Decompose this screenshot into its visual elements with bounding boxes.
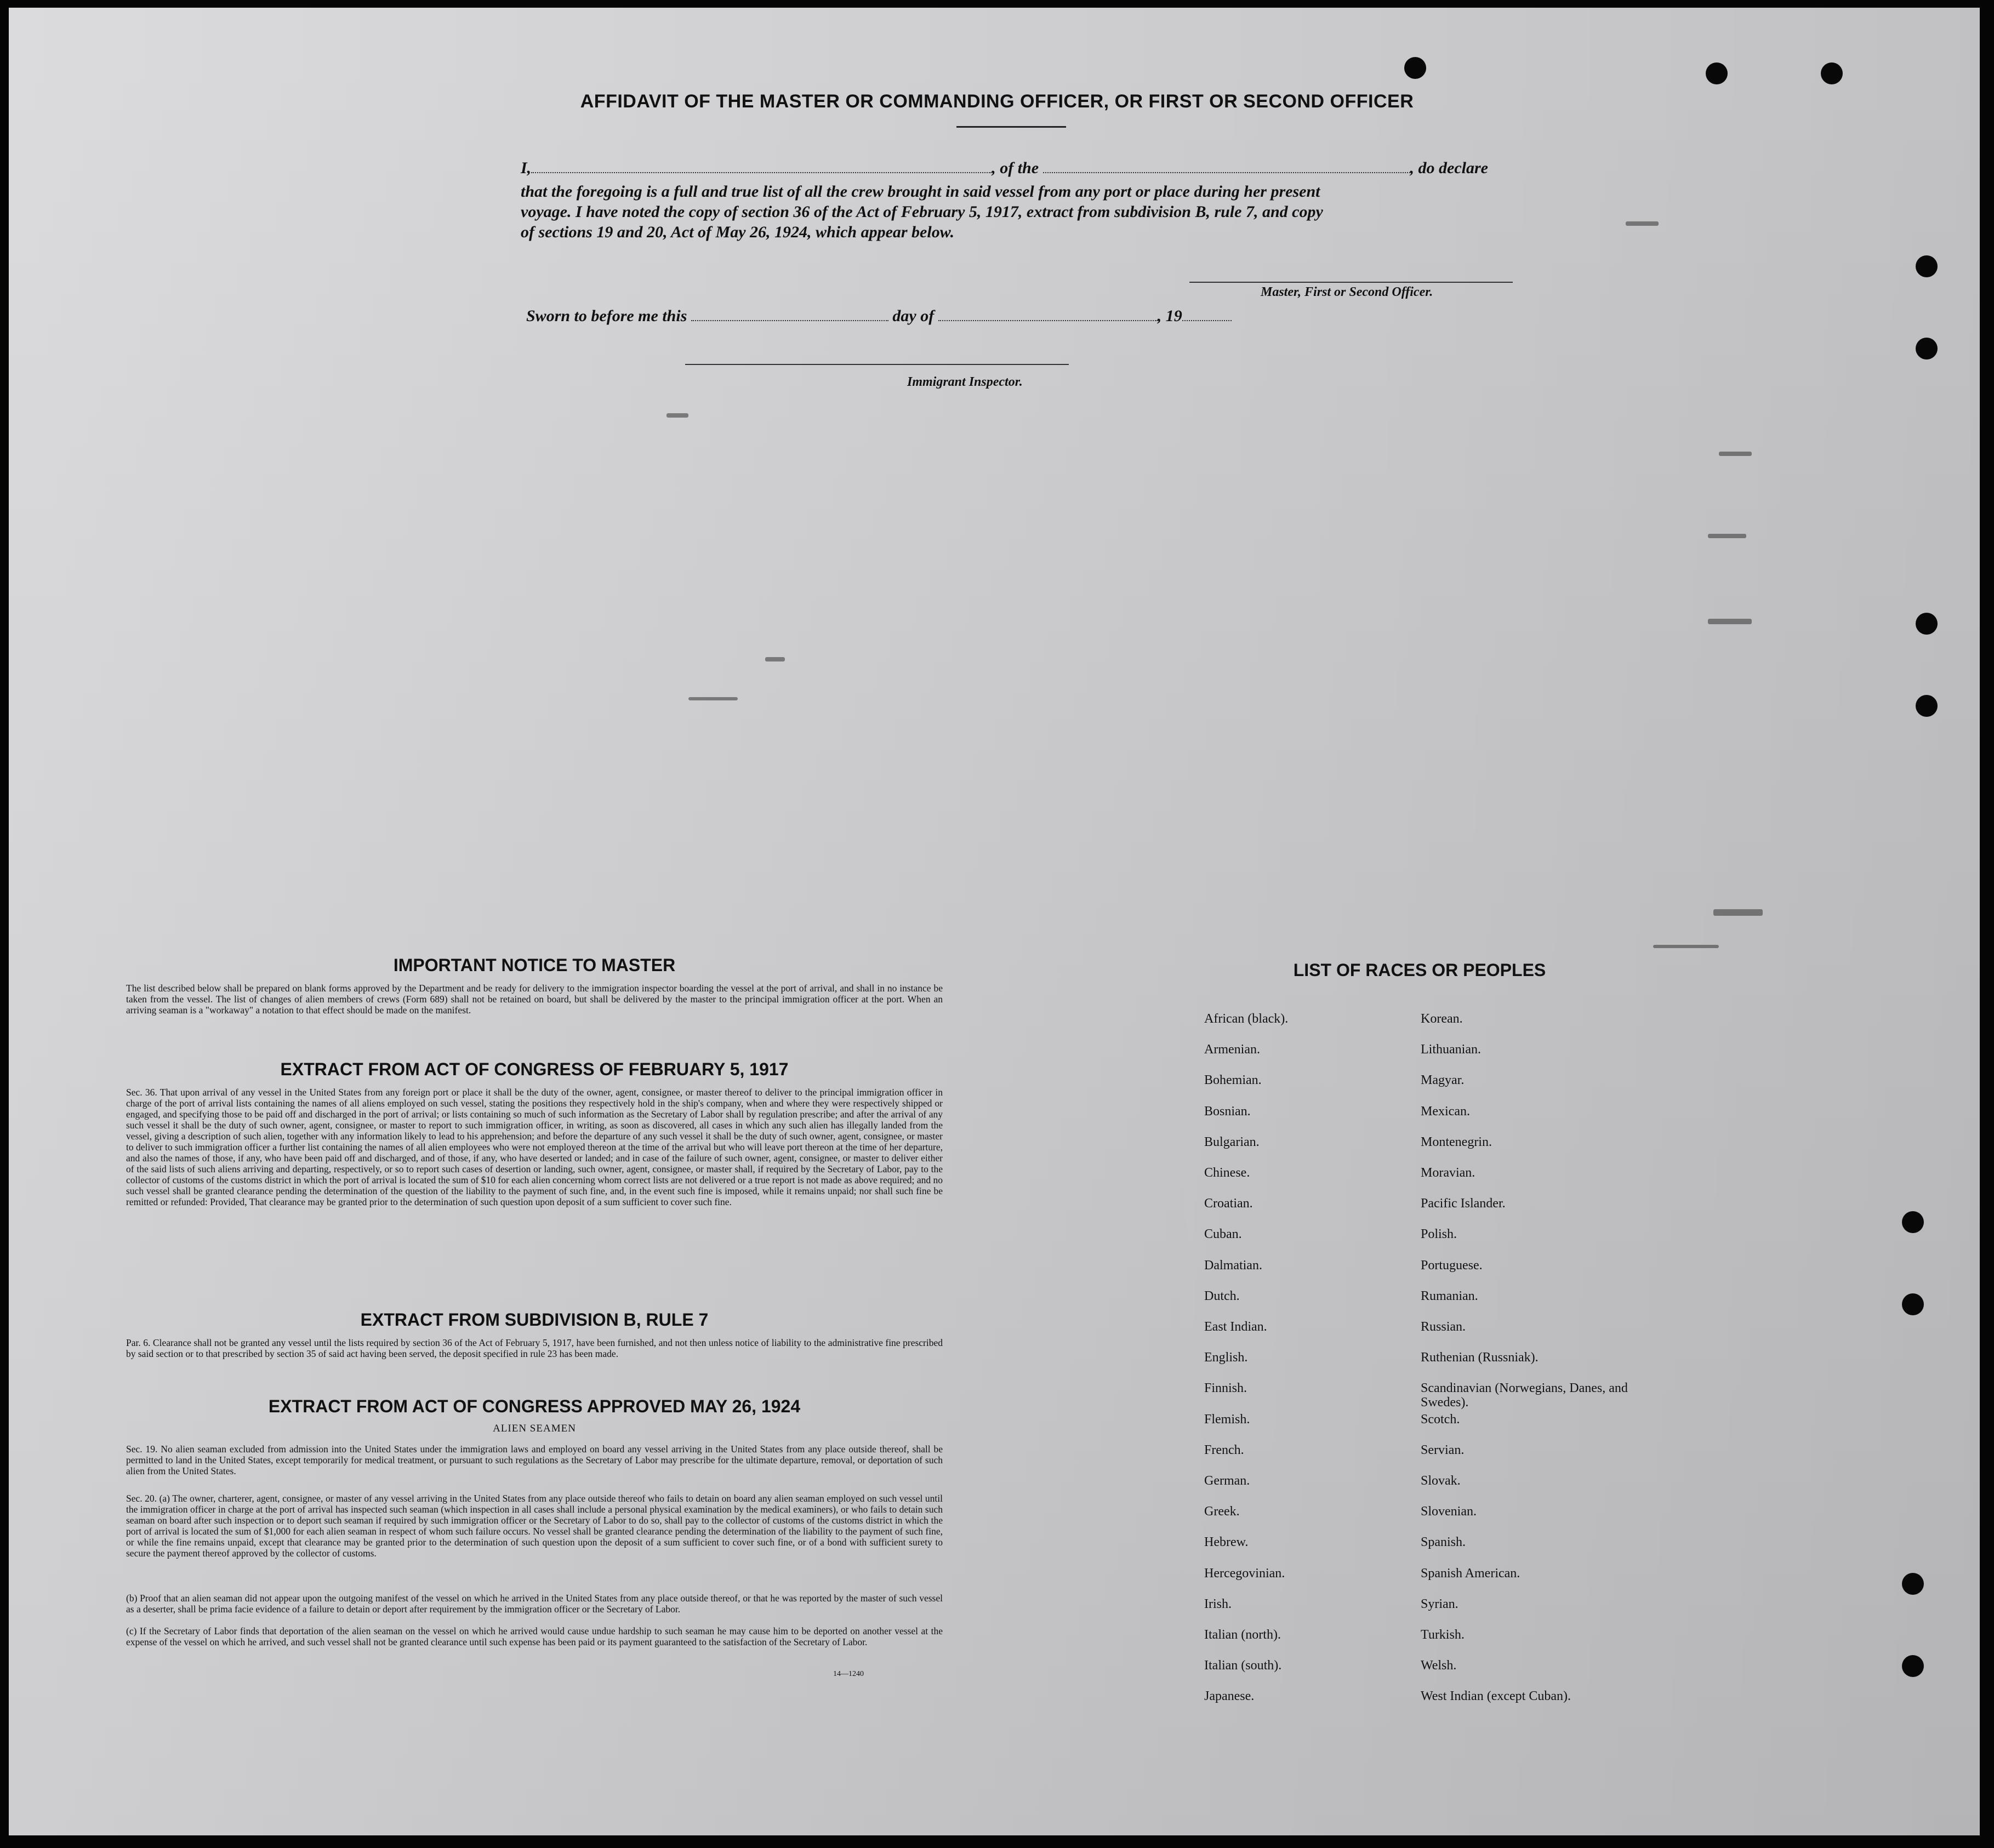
extract-rule7-title: EXTRACT FROM SUBDIVISION B, RULE 7 [360,1310,709,1330]
affidavit-of-the: , of the [992,159,1039,177]
inspector-signature-line [685,364,1069,365]
race-item: Dutch. [1204,1288,1240,1303]
race-item: Spanish American. [1421,1566,1520,1581]
affidavit-declare: , do declare [1410,159,1488,177]
race-item: Russian. [1421,1320,1466,1334]
race-item: Portuguese. [1421,1258,1483,1273]
race-item: Servian. [1421,1442,1465,1457]
race-item: Welsh. [1421,1658,1457,1673]
signature-line [1189,282,1513,283]
name-blank [531,172,992,173]
race-item: Armenian. [1204,1042,1260,1057]
race-item: Ruthenian (Russniak). [1421,1350,1539,1365]
race-item: German. [1204,1474,1250,1488]
race-item: Polish. [1421,1227,1457,1242]
race-item: Spanish. [1421,1535,1466,1550]
extract-1917-title: EXTRACT FROM ACT OF CONGRESS OF FEBRUARY 5, 1917 [280,1059,789,1079]
sworn-day-blank [691,320,888,321]
binder-hole [1916,255,1938,277]
race-item: Dalmatian. [1204,1258,1262,1273]
race-item: Turkish. [1421,1628,1465,1642]
binder-hole [1821,62,1843,84]
race-item: Bulgarian. [1204,1134,1260,1149]
race-item: Pacific Islander. [1421,1196,1506,1211]
race-item: Scandinavian (Norwegians, Danes, and Swedes). [1421,1381,1628,1410]
race-item: Chinese. [1204,1166,1250,1180]
sworn-year-label: , 19 [1157,307,1182,325]
extract-1924-sec20b: (b) Proof that an alien seaman did not appear upon the outgoing manifest of the vessel on which he arrived in the United States from any place outside thereof, or that he was reported by the master of such vessel as a deserter, shall be prima facie evidence of a failure to detain or deport after requirement by the immigration officer or the Secretary of Labor. [126,1593,943,1615]
race-item: West Indian (except Cuban). [1421,1689,1571,1704]
race-item: Irish. [1204,1596,1232,1611]
race-item: Cuban. [1204,1227,1242,1242]
vessel-blank [1043,172,1410,173]
notice-text: The list described below shall be prepared on blank forms approved by the Department and be ready for delivery to the immigration inspector boarding the vessel at the port of arrival, and shall in no instance be taken from the vessel. The list of changes of alien members of crews (Form 689) shall not be retained on board, but shall be delivered by the master to the principal immigration officer at the port. When an arriving seaman is a "workaway" a notation to that effect should be made on the manifest. [126,983,943,1016]
extract-1917-text: Sec. 36. That upon arrival of any vessel in the United States from any foreign port or place it shall be the duty of the owner, agent, consignee, or master thereof to deliver to the principal immigration officer in charge of the port of arrival lists containing the names of all aliens employed on such vessel, stating the positions they respectively hold in the ship's company, when and where they were respectively shipped or engaged, and specifying those to be paid off and discharged in the port of arrival; or lists containing so much of such information as the Secretary of Labor shall by regulation prescribe; and after the arrival of any such vessel it shall be the duty of such owner, agent, consignee, or master to report to such immigration officer, in writing, as soon as discovered, all cases in which any such alien has illegally landed from the vessel, giving a description of such alien, together with any information likely to lead to his apprehension; and before the departure of any such vessel it shall be the duty of such owner, agent, consignee, or master to deliver to such immigration officer a further list containing the names of all alien employees who were not employed thereon at the time of the arrival but who will leave port thereon at the time of her departure, and also the names of those, if any, who have been paid off and discharged, and of those, if any, who have deserted or landed; and in case of the failure of such owner, agent, consignee, or master to deliver either of the said lists of such aliens arriving and departing, respectively, or so to report such cases of desertion or landing, such owner, agent, consignee, or master shall, if required by the Secretary of Labor, pay to the collector of customs of the customs district in which the port of arrival is located the sum of $10 for each alien concerning whom correct lists are not delivered or a true report is not made as above required; and no such vessel shall be granted clearance pending the determination of the question of the liability to the payment of such fine, and, in the event such fine is imposed, while it remains unpaid; nor shall such fine be remitted or refunded: Provided, That clearance may be granted prior to the determination of such question upon deposit of a sum sufficient to cover such fine. [126,1087,943,1207]
race-item: Bohemian. [1204,1073,1262,1088]
inspector-label: Immigrant Inspector. [907,375,1023,389]
race-item: Italian (north). [1204,1628,1281,1642]
race-item: Syrian. [1421,1596,1459,1611]
race-item: Scotch. [1421,1412,1460,1427]
notice-title: IMPORTANT NOTICE TO MASTER [393,955,676,975]
signature-label: Master, First or Second Officer. [1261,285,1433,299]
race-item: Hercegovinian. [1204,1566,1285,1581]
race-item: English. [1204,1350,1248,1365]
binder-hole [1902,1573,1924,1595]
race-item: Italian (south). [1204,1658,1282,1673]
binder-hole [1706,62,1728,84]
extract-1924-sec20c: (c) If the Secretary of Labor finds that deportation of the alien seaman on the vessel on which he arrived would cause undue hardship to such seaman he may cause him to be deported on another vessel at the expense of the vessel on which he arrived, and such vessel shall not be granted clearance until such expense has been paid or its payment guaranteed to the satisfaction of the Secretary of Labor. [126,1625,943,1647]
race-item: Hebrew. [1204,1535,1249,1550]
extract-1924-sec20a: Sec. 20. (a) The owner, charterer, agent, consignee, or master of any vessel arriving in the United States from any place outside thereof who fails to detain on board any alien seaman employed on such vessel until the immigration officer in charge at the port of arrival has inspected such seaman (which inspection in all cases shall include a personal physical examination by the medical examiners), or who fails to detain such seaman on board after such inspection or to deport such seaman if required by such immigration officer or the Secretary of Labor to do so, shall pay to the collector of customs of the customs district in which the port of arrival is located the sum of $1,000 for each alien seaman in respect of whom such failure occurs. No vessel shall be granted clearance pending the determination of the liability to the payment of such fine, or while the fine remains unpaid, except that clearance may be granted prior to the determination of such question upon the deposit of a sum sufficient to cover such fine, or of a bond with sufficient surety to secure the payment thereof approved by the collector of customs. [126,1493,943,1559]
extract-1924-sec19: Sec. 19. No alien seaman excluded from admission into the United States under the immigration laws and employed on board any vessel arriving in the United States from any place outside thereof, shall be permitted to land in the United States, except temporarily for medical treatment, or pursuant to such regulations as the Secretary of Labor may prescribe for the ultimate departure, removal, or deportation of such alien from the United States. [126,1444,943,1476]
binder-hole [1916,613,1938,635]
extract-1924-title: EXTRACT FROM ACT OF CONGRESS APPROVED MAY 26, 1924 [268,1396,801,1416]
affidavit-title: AFFIDAVIT OF THE MASTER OR COMMANDING OFFICER, OR FIRST OR SECOND OFFICER [580,91,1414,112]
races-title: LIST OF RACES OR PEOPLES [1293,960,1546,980]
sworn-year-blank [1182,320,1232,321]
race-item: Montenegrin. [1421,1134,1492,1149]
race-item: French. [1204,1442,1244,1457]
paper-sheet [9,8,1980,1835]
sworn-month-blank [938,320,1158,321]
title-underline [956,126,1066,128]
race-item: Magyar. [1421,1073,1465,1088]
binder-hole [1404,57,1426,79]
binder-hole [1902,1293,1924,1315]
race-item: Finnish. [1204,1381,1247,1396]
affidavit-line-4: of sections 19 and 20, Act of May 26, 1924, which appear below. [521,223,955,241]
race-item: Lithuanian. [1421,1042,1481,1057]
race-item: Rumanian. [1421,1288,1478,1303]
sworn-prefix: Sworn to before me this [526,307,687,325]
binder-hole [1916,338,1938,360]
alien-seamen-subtitle: ALIEN SEAMEN [493,1423,576,1434]
binder-hole [1916,695,1938,717]
race-item: African (black). [1204,1012,1289,1026]
affidavit-line-3: voyage. I have noted the copy of section 36 of the Act of February 5, 1917, extract from subdivision B, rule 7, and copy [521,203,1323,221]
sworn-day-label: day of [892,307,935,325]
race-item: Slovak. [1421,1474,1461,1488]
race-item: Flemish. [1204,1412,1250,1427]
binder-hole [1902,1211,1924,1233]
race-item: Korean. [1421,1012,1463,1026]
binder-hole [1902,1655,1924,1677]
sworn-line [526,307,1232,326]
affidavit-line-1 [521,158,1551,178]
race-item: Bosnian. [1204,1104,1251,1119]
affidavit-line-2: that the foregoing is a full and true list of all the crew brought in said vessel from any port or place during her present [521,182,1320,201]
race-item: Mexican. [1421,1104,1470,1119]
race-item: Japanese. [1204,1689,1255,1704]
race-item: Greek. [1204,1504,1240,1519]
affidavit-i: I, [521,159,532,177]
race-item: Croatian. [1204,1196,1253,1211]
race-item: East Indian. [1204,1320,1267,1334]
race-item: Slovenian. [1421,1504,1477,1519]
form-number: 14—1240 [833,1670,864,1678]
race-item: Moravian. [1421,1166,1475,1180]
extract-rule7-text: Par. 6. Clearance shall not be granted any vessel until the lists required by section 36 of the Act of February 5, 1917, have been furnished, and not then unless notice of liability to the administrative fine prescribed by said section or to that prescribed by section 35 of said act having been served, the deposit specified in rule 23 has been made. [126,1337,943,1359]
